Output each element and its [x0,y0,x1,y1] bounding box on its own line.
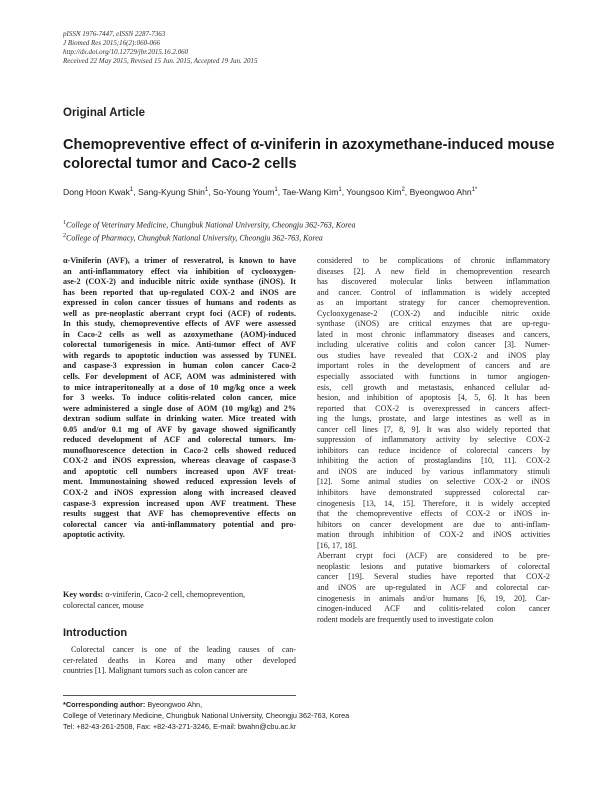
abstract-line: and apoptotic cell numbers increased upon AVF treat- [63,466,296,476]
abstract-line: expressed in colon cancer tissues of humans and rodents as [63,298,296,308]
author-name: Byeongwoo Ahn [409,187,472,197]
author-separator: , [277,187,283,197]
abstract [63,256,296,541]
body-text-line: cancer cell lines [7, 8, 9]. It was also widely reported that [317,424,550,434]
abstract-line: reduced development of ACF and colorectal tumors. Im- [63,435,296,445]
body-text-line: Aberrant crypt foci (ACF) are considered to be pre- [317,551,550,561]
abstract-line: in Caco-2 cells as well as azoxymethane (AOM)-induced [63,329,296,339]
author-name: Dong Hoon Kwak [63,187,130,197]
title-line: colorectal tumor and Caco-2 cells [63,156,297,172]
body-text-line: and iNOS are up-regulated in ACF and colorectal car- [317,582,550,592]
introduction-line: cer-related deaths in Korea and many other developed [63,655,296,665]
introduction-heading: Introduction [63,627,128,639]
abstract-line: cells. For development of ACF, AOM was administered with [63,372,296,382]
body-text-line: ous studies have revealed that COX-2 and iNOS play [317,350,550,360]
body-text-line: hibitors on cancer development are due to anti-inflam- [317,519,550,529]
affiliation-2 [63,231,355,244]
author-name: So-Young Youm [213,187,275,197]
introduction-line: Colorectal cancer is one of the leading causes of can- [71,645,296,654]
body-text-line: considered to be complications of chronic inflammatory [317,256,550,265]
body-text-line: and cancer. Control of inflammation is widely accepted [317,287,550,297]
keywords [63,590,296,611]
abstract-line: and caspase-3 expression in human colon cancer Caco-2 [63,361,296,371]
body-text-line: [16, 17, 18]. [317,540,357,550]
body-text-line: rodent models are frequently used to investigate colon [317,614,494,624]
abstract-line: caspase-3 expression increased upon AVF treatment. These [63,498,296,508]
author-affiliation-marker: 1 [204,187,209,194]
author-affiliation-marker: 1 [129,187,134,194]
doi-link[interactable]: http://dx.doi.org/10.12729/jbr.2015.16.2.060 [63,48,189,56]
body-text-line: neoplastic lesions and putative biomarkers of colorectal [317,561,550,571]
abstract-line: results suggest that AVF has chemopreventive effects on [63,509,296,519]
body-text-line: synthase (iNOS) are critical enzymes that are up-regu- [317,319,550,329]
journal-citation: J Biomed Res 2015;16(2):060-066 [63,39,161,47]
issn-line: pISSN 1976-7447, eISSN 2287-7363 [63,30,166,38]
body-text-line: mation through inhibition of COX-2 and iNOS activities [317,530,550,540]
section-label: Original Article [63,107,146,119]
author-affiliation-marker: 1 [274,187,278,194]
affiliation-1 [63,218,355,231]
footnote-address: College of Veterinary Medicine, Chungbuk National University, Cheongju 362-763, Korea [63,710,350,720]
abstract-line: COX-2 and iNOS expression, whereas cleavage of caspase-3 [63,456,296,466]
body-text-line: inhibitors have demonstrated suppressed colorectal car- [317,488,550,498]
body-text-line: inhibitors can reduce incidence of colorectal cancers by [317,445,550,455]
body-text-line: hesion, and inhibition of apoptosis [4, 5, 6]. It has been [317,393,550,403]
abstract-line: dextran sodium sulfate in drinking water. Mice treated with [63,414,296,424]
body-text-line: esis, cell growth and metastasis, enhanced cellular ad- [317,382,550,392]
abstract-line: colorectal cancer via anti-inflammatory potential and pro- [63,519,296,529]
abstract-line: has been reported that up-regulated COX-2 and iNOS are [63,287,296,297]
body-text-line: cinogenesis [13, 14, 15]. Therefore, it is widely accepted [317,498,550,508]
body-text-line: cinogen-induced ACF and colitis-related colon cancer [317,604,550,614]
body-text-line: cancer [19]. Several studies have reported that COX-2 [317,572,550,582]
body-text-line: cinogenesis in animals and/or humans [6, 19, 20]. Car- [317,593,550,603]
keywords-label: Key words: [63,590,104,599]
abstract-line: COX-2 and iNOS expression along with increased cleaved [63,488,296,498]
author-name: Youngsoo Kim [346,187,402,197]
affiliations [63,218,355,244]
body-text-line: [12]. Some animal studies on selective COX-2 or iNOS [317,477,550,487]
body-text-line: inhibiting the action of prostaglandins [10, 11]. COX-2 [317,456,550,466]
body-text-line: and iNOS are induced by various inflammatory stimuli [317,466,550,476]
body-text-line: including ulcerative colitis and colon cancer [3]. Numer- [317,340,550,350]
journal-metadata [63,30,257,66]
author-affiliation-marker: 1* [471,187,478,194]
author-name: Tae-Wang Kim [282,187,339,197]
abstract-line: apoptotic activity. [63,530,125,540]
abstract-line: to mice intraperitoneally at a dose of 10 mg/kg once a week [63,382,296,392]
footnote-author: Byeongwoo Ahn, [145,700,203,709]
abstract-line: were administered a single dose of AOM (10 mg/kg) and 2% [63,403,296,413]
author-separator: , [341,187,347,197]
keywords-list: α-viniferin, Caco-2 cell, chemoprevention, [103,590,246,599]
body-text-line: has discovered molecular links between inflammation [317,277,550,287]
footnote-label: *Corresponding author: [63,700,146,709]
abstract-line: α-Viniferin (AVF), a trimer of resveratrol, is known to have [63,256,296,265]
body-text-line: Cyclooxygenase-2 (COX-2) and inducible nitric oxide [317,308,550,318]
author-separator: , [208,187,214,197]
right-column-text [317,256,550,625]
abstract-line: colorectal tumorigenesis in mice. Anti-tumor effect of AVF [63,340,296,350]
keywords-list-cont: colorectal cancer, mouse [63,600,144,610]
abstract-line: ment. Immunostaining showed reduced expression levels of [63,477,296,487]
footnote-divider [63,695,296,696]
affiliation-marker: 1 [63,220,66,226]
footnote-contact: Tel: +82-43-261-2508, Fax: +82-43-271-3246, E-mail: bwahn@cbu.ac.kr [63,721,297,731]
abstract-line: ase-2 (COX-2) and inducible nitric oxide synthase (iNOS). It [63,277,296,287]
title-line: Chemopreventive effect of α-viniferin in azoxymethane-induced mouse [63,137,555,153]
abstract-line: well as pre-neoplastic aberrant crypt foci (ACF) of rodents. [63,308,296,318]
corresponding-author-footnote [63,700,349,732]
author-name: Sang-Kyung Shin [138,187,205,197]
body-text-line: reported that COX-2 is overexpressed in cancers affect- [317,403,550,413]
author-affiliation-marker: 2 [401,187,405,194]
article-title [63,136,553,174]
body-text-line: important roles in the development of cancers and are [317,361,550,371]
body-text-line: that the chemopreventive effects of COX-2 or iNOS in- [317,509,550,519]
author-list [63,187,477,197]
body-text-line: especially associated with functions in tumor angiogen- [317,372,550,382]
body-text-line: as an important strategy for cancer chemoprevention. [317,298,550,308]
affiliation-text: College of Veterinary Medicine, Chungbuk National University, Cheongju 362-763, Korea [66,220,356,230]
body-text-line: suppression of inflammatory activity by selective COX-2 [317,435,550,445]
body-text-line: ing the lungs, prostate, and large intestines as well as in [317,414,550,424]
abstract-line: In this study, chemopreventive effects of AVF were assessed [63,319,296,329]
abstract-line: munofluorescence detection in Caco-2 cells showed reduced [63,445,296,455]
introduction-text [63,645,296,677]
author-separator: , [133,187,139,197]
introduction-line: countries [1]. Malignant tumors such as colon cancer are [63,666,248,676]
abstract-line: with regards to apoptotic induction was assessed by TUNEL [63,350,296,360]
affiliation-marker: 2 [63,233,66,240]
body-text-line: diseases [2]. A new field in chemoprevention research [317,266,550,276]
abstract-line: for 3 weeks. To induce colitis-related colon cancer, mice [63,393,296,403]
affiliation-text: College of Pharmacy, Chungbuk National University, Cheongju 362-763, Korea [66,233,323,243]
body-text-line: lated in most chronic inflammatory diseases and cancers, [317,329,550,339]
author-separator: , [404,187,410,197]
received-dates: Received 22 May 2015, Revised 15 Jun. 2015, Accepted 19 Jun. 2015 [63,57,258,65]
abstract-line: an anti-inflammatory effect via inhibition of cyclooxygen- [63,266,296,276]
abstract-line: 0.05 and/or 0.1 mg of AVF by gavage showed significantly [63,424,296,434]
author-affiliation-marker: 1 [338,187,342,194]
